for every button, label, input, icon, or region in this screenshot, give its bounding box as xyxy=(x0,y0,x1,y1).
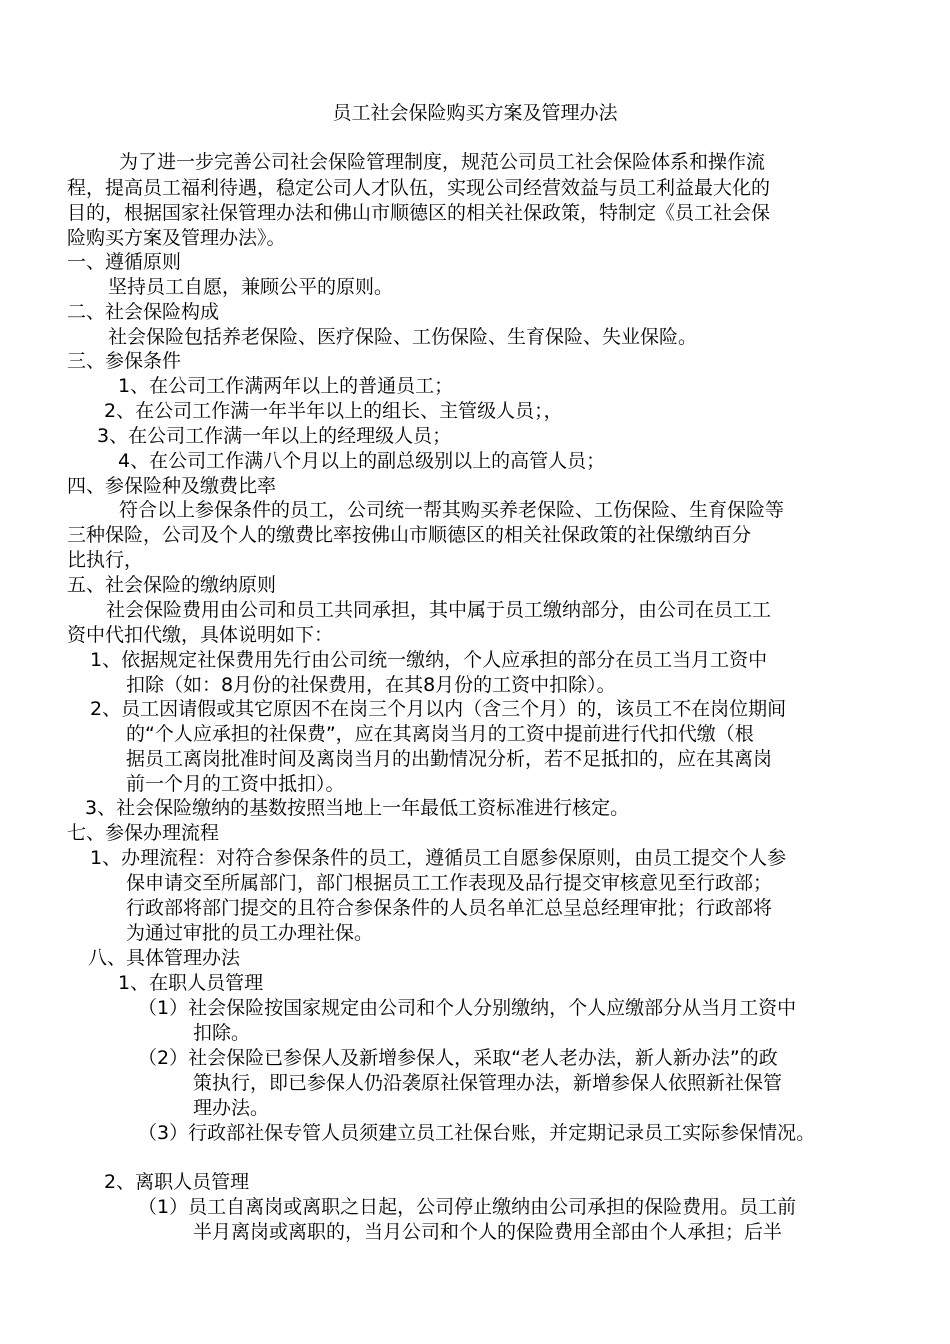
section-heading: 四、参保险种及缴费比率 xyxy=(67,475,277,497)
paragraph-line: 社会保险包括养老保险、医疗保险、工伤保险、生育保险、失业保险。 xyxy=(108,326,698,348)
document-title: 员工社会保险购买方案及管理办法 xyxy=(332,102,618,124)
list-item: 策执行，即已参保人仍沿袭原社保管理办法，新增参保人依照新社保管 xyxy=(193,1072,783,1094)
list-item: 扣除（如：8月份的社保费用，在其8月份的工资中扣除）。 xyxy=(126,674,616,696)
section-heading: 二、社会保险构成 xyxy=(67,301,220,323)
list-item: 的“个人应承担的社保费”，应在其离岗当月的工资中提前进行代扣代缴（根 xyxy=(126,723,754,745)
paragraph-line: 三种保险，公司及个人的缴费比率按佛山市顺德区的相关社保政策的社保缴纳百分 xyxy=(67,524,752,546)
paragraph-line: 程，提高员工福利待遇，稳定公司人才队伍，实现公司经营效益与员工利益最大化的 xyxy=(67,177,771,199)
paragraph-line: 目的，根据国家社保管理办法和佛山市顺德区的相关社保政策，特制定《员工社会保 xyxy=(67,202,771,224)
section-heading: 一、遵循原则 xyxy=(67,251,182,273)
list-item: 2、员工因请假或其它原因不在岗三个月以内（含三个月）的，该员工不在岗位期间 xyxy=(90,698,787,720)
list-item: 1、在公司工作满两年以上的普通员工； xyxy=(118,375,454,397)
list-item: 2、在公司工作满一年半年以上的组长、主管级人员；， xyxy=(104,400,563,422)
list-item: （1）社会保险按国家规定由公司和个人分别缴纳，个人应缴部分从当月工资中 xyxy=(138,997,797,1019)
section-heading: 八、具体管理办法 xyxy=(88,947,241,969)
subsection-heading: 2、离职人员管理 xyxy=(104,1171,250,1193)
paragraph-line: 为了进一步完善公司社会保险管理制度，规范公司员工社会保险体系和操作流 xyxy=(119,151,766,173)
section-heading: 五、社会保险的缴纳原则 xyxy=(67,574,277,596)
list-item: 据员工离岗批准时间及离岗当月的出勤情况分析，若不足抵扣的，应在其离岗 xyxy=(126,748,773,770)
paragraph-line: 险购买方案及管理办法》。 xyxy=(67,227,286,249)
section-heading: 三、参保条件 xyxy=(67,350,182,372)
paragraph-line: 比执行， xyxy=(67,549,144,571)
list-item: 3、在公司工作满一年以上的经理级人员； xyxy=(97,425,452,447)
list-item: 扣除。 xyxy=(193,1022,251,1044)
list-item: 半月离岗或离职的，当月公司和个人的保险费用全部由个人承担；后半 xyxy=(193,1221,783,1243)
list-item: 3、社会保险缴纳的基数按照当地上一年最低工资标准进行核定。 xyxy=(85,797,630,819)
subsection-heading: 1、在职人员管理 xyxy=(118,972,264,994)
list-item: 1、办理流程：对符合参保条件的员工，遵循员工自愿参保原则，由员工提交个人参 xyxy=(90,847,787,869)
list-item: 1、依据规定社保费用先行由公司统一缴纳，个人应承担的部分在员工当月工资中 xyxy=(90,649,768,671)
list-item: （2）社会保险已参保人及新增参保人，采取“老人老办法，新人新办法”的政 xyxy=(138,1047,778,1069)
list-item: 为通过审批的员工办理社保。 xyxy=(126,922,374,944)
paragraph-line: 社会保险费用由公司和员工共同承担，其中属于员工缴纳部分，由公司在员工工 xyxy=(106,599,772,621)
list-item: （1）员工自离岗或离职之日起，公司停止缴纳由公司承担的保险费用。员工前 xyxy=(138,1196,797,1218)
section-heading: 七、参保办理流程 xyxy=(67,822,220,844)
list-item: 行政部将部门提交的且符合参保条件的人员名单汇总呈总经理审批；行政部将 xyxy=(126,897,773,919)
list-item: 前一个月的工资中抵扣）。 xyxy=(126,773,345,795)
list-item: （3）行政部社保专管人员须建立员工社保台账，并定期记录员工实际参保情况。 xyxy=(138,1122,816,1144)
list-item: 理办法。 xyxy=(193,1097,270,1119)
list-item: 保申请交至所属部门，部门根据员工工作表现及品行提交审核意见至行政部； xyxy=(126,872,773,894)
paragraph-line: 符合以上参保条件的员工，公司统一帮其购买养老保险、工伤保险、生育保险等 xyxy=(119,499,785,521)
list-item: 4、在公司工作满八个月以上的副总级别以上的高管人员； xyxy=(118,450,606,472)
paragraph-line: 坚持员工自愿，兼顾公平的原则。 xyxy=(108,276,394,298)
paragraph-line: 资中代扣代缴，具体说明如下： xyxy=(67,624,334,646)
